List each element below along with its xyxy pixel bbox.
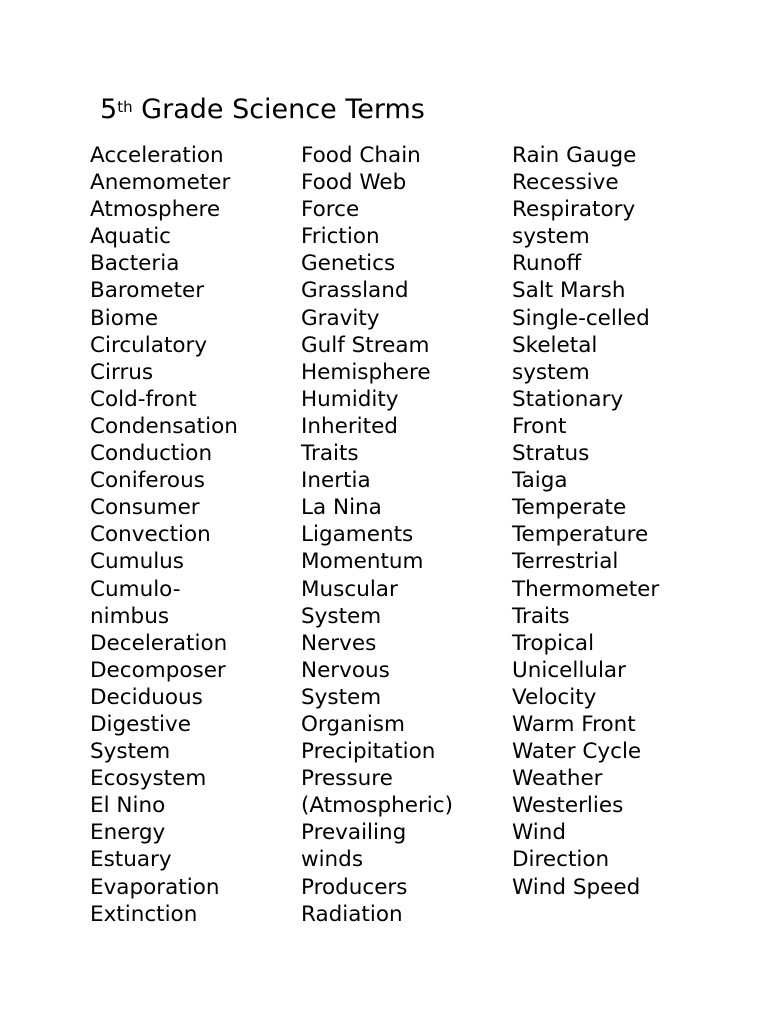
term-item: Acceleration xyxy=(90,143,224,168)
term-item: Evaporation xyxy=(90,874,220,900)
term-item: Inherited xyxy=(301,413,398,439)
terms-column-2 xyxy=(301,142,453,928)
term-item: (Atmospheric) xyxy=(301,793,453,819)
term-item: Water Cycle xyxy=(512,739,642,765)
term-item: system xyxy=(512,359,590,385)
term-item: Extinction xyxy=(90,901,198,927)
term-item: El Nino xyxy=(90,793,166,819)
term-item: Taiga xyxy=(512,468,568,494)
term-item: Energy xyxy=(90,820,166,846)
term-item: Anemometer xyxy=(90,170,231,196)
term-item: Barometer xyxy=(90,278,205,304)
term-item: Bacteria xyxy=(90,251,180,277)
term-item: Momentum xyxy=(301,549,424,575)
term-item: Humidity xyxy=(301,386,399,412)
term-item: Skeletal xyxy=(512,332,598,358)
term-item: Stationary xyxy=(512,386,624,412)
term-item: Wind xyxy=(512,820,567,846)
terms-column-1 xyxy=(90,142,238,928)
term-item: Genetics xyxy=(301,251,396,277)
term-item: Ecosystem xyxy=(90,766,207,792)
term-item: System xyxy=(301,684,382,710)
term-item: Traits xyxy=(512,603,570,629)
term-item: Salt Marsh xyxy=(512,278,626,304)
term-item: system xyxy=(512,224,590,250)
term-item: Tropical xyxy=(512,630,595,656)
term-item: Unicellular xyxy=(512,657,626,683)
term-item: Estuary xyxy=(90,847,172,873)
term-item: Ligaments xyxy=(301,522,414,548)
title-grade-number: 5 xyxy=(100,94,118,125)
term-item: Rain Gauge xyxy=(512,143,637,168)
term-item: Front xyxy=(512,413,567,439)
term-item: Consumer xyxy=(90,495,200,521)
term-item: La Nina xyxy=(301,495,382,521)
term-item: Cumulus xyxy=(90,549,185,575)
term-item: Organism xyxy=(301,711,405,737)
term-item: Wind Speed xyxy=(512,874,641,900)
term-item: nimbus xyxy=(90,603,170,629)
term-item: Coniferous xyxy=(90,468,205,494)
term-item: Temperature xyxy=(512,522,649,548)
term-item: Cold-front xyxy=(90,386,197,412)
term-item: Terrestrial xyxy=(512,549,619,575)
term-item: Gulf Stream xyxy=(301,332,430,358)
term-item: Muscular xyxy=(301,576,398,602)
term-item: Circulatory xyxy=(90,332,208,358)
term-item: Inertia xyxy=(301,468,371,494)
term-item: Deceleration xyxy=(90,630,228,656)
term-item: Hemisphere xyxy=(301,359,431,385)
term-item: Force xyxy=(301,197,360,223)
term-item: Thermometer xyxy=(512,576,660,602)
term-item: Nerves xyxy=(301,630,377,656)
term-item: Cumulo- xyxy=(90,576,181,602)
term-item: Gravity xyxy=(301,305,380,331)
term-item: Prevailing xyxy=(301,820,407,846)
term-item: Aquatic xyxy=(90,224,172,250)
term-item: Radiation xyxy=(301,901,403,927)
term-item: Food Chain xyxy=(301,143,421,168)
title-grade-suffix: th xyxy=(117,98,133,116)
term-item: Digestive xyxy=(90,711,191,737)
term-item: Decomposer xyxy=(90,657,226,683)
term-item: System xyxy=(90,739,171,765)
term-item: Westerlies xyxy=(512,793,624,819)
page-title xyxy=(100,92,425,128)
terms-column-3 xyxy=(512,142,659,901)
title-text: Grade Science Terms xyxy=(141,94,425,125)
term-item: Biome xyxy=(90,305,159,331)
term-item: Producers xyxy=(301,874,408,900)
term-item: Traits xyxy=(301,441,359,467)
term-item: Food Web xyxy=(301,170,407,196)
term-item: Deciduous xyxy=(90,684,203,710)
term-item: Precipitation xyxy=(301,739,436,765)
term-item: Cirrus xyxy=(90,359,154,385)
term-item: Weather xyxy=(512,766,603,792)
term-item: Single-celled xyxy=(512,305,650,331)
term-item: Velocity xyxy=(512,684,597,710)
term-item: Recessive xyxy=(512,170,619,196)
term-item: Respiratory xyxy=(512,197,636,223)
term-item: Warm Front xyxy=(512,711,636,737)
term-item: Condensation xyxy=(90,413,238,439)
term-item: Grassland xyxy=(301,278,409,304)
term-item: System xyxy=(301,603,382,629)
term-item: Convection xyxy=(90,522,211,548)
term-item: winds xyxy=(301,847,364,873)
term-item: Pressure xyxy=(301,766,393,792)
term-item: Conduction xyxy=(90,441,213,467)
term-item: Friction xyxy=(301,224,380,250)
term-item: Temperate xyxy=(512,495,627,521)
term-item: Stratus xyxy=(512,441,590,467)
term-item: Runoff xyxy=(512,251,582,277)
term-item: Atmosphere xyxy=(90,197,221,223)
term-item: Nervous xyxy=(301,657,390,683)
term-item: Direction xyxy=(512,847,610,873)
